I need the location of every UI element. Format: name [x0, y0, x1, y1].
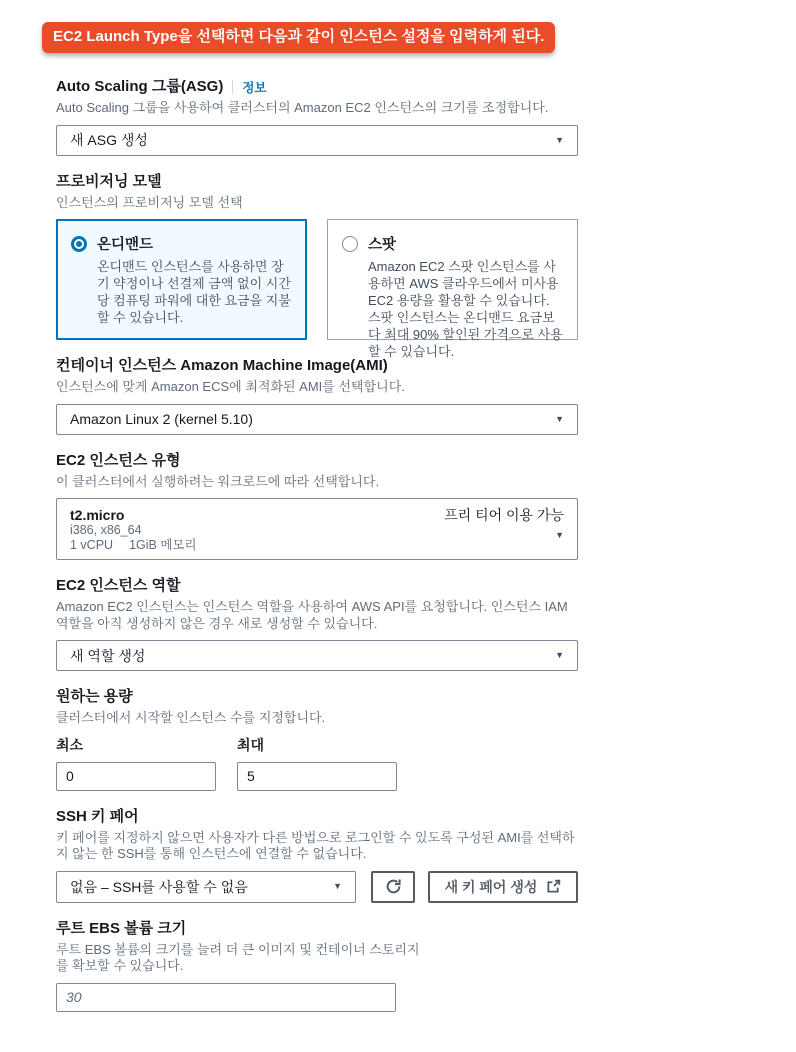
provisioning-description: 인스턴스의 프로비저닝 모델 선택: [56, 194, 243, 210]
instance-type-name: t2.micro: [70, 507, 125, 523]
on-demand-description: 온디맨드 인스턴스를 사용하면 장기 약정이나 선결제 금액 없이 시간당 컴퓨팅 파워에 대한 요금을 지불할 수 있습니다.: [97, 259, 291, 325]
section-ebs-volume: [56, 919, 578, 1012]
radio-unselected-icon[interactable]: [342, 236, 358, 252]
external-link-icon: [546, 879, 561, 894]
asg-title-row: [56, 77, 578, 97]
radio-selected-icon[interactable]: [71, 236, 87, 252]
max-capacity-label: 최대: [237, 736, 265, 753]
ami-select-value: Amazon Linux 2 (kernel 5.10): [70, 411, 253, 427]
capacity-title-row: [56, 687, 578, 707]
ssh-key-pair-select-value: 없음 – SSH를 사용할 수 없음: [70, 878, 248, 895]
instance-type-select[interactable]: [56, 498, 578, 560]
chevron-down-icon: ▼: [555, 650, 564, 660]
ssh-title-row: [56, 807, 578, 827]
instance-type-cpu: 1 vCPU: [70, 538, 114, 552]
role-select-value: 새 역할 생성: [70, 647, 146, 664]
ami-select[interactable]: [56, 404, 578, 435]
ebs-volume-size-input[interactable]: [56, 983, 396, 1012]
asg-select[interactable]: [56, 125, 578, 156]
asg-info-link[interactable]: 정보: [242, 81, 267, 95]
on-demand-label: 온디맨드: [97, 237, 154, 253]
create-key-pair-label: 새 키 페어 생성: [444, 878, 538, 895]
capacity-section-title: 원하는 용량: [56, 688, 133, 705]
instance-type-description: 이 클러스터에서 실행하려는 워크로드에 따라 선택합니다.: [56, 473, 380, 489]
ami-section-title: 컨테이너 인스턴스 Amazon Machine Image(AMI): [56, 357, 388, 374]
instance-type-arch: i386, x86_64: [70, 523, 142, 537]
max-capacity-field: [237, 735, 397, 791]
instance-type-specs: [70, 538, 197, 553]
capacity-inputs-row: [56, 735, 578, 791]
callout-banner: EC2 Launch Type을 선택하면 다음과 같이 인스턴스 설정을 입력하게 된다.: [42, 22, 555, 53]
provisioning-title-row: [56, 172, 578, 192]
spot-label: 스팟: [368, 237, 397, 253]
spot-description: Amazon EC2 스팟 인스턴스를 사용하면 AWS 클라우드에서 미사용 EC2 용량을 활용할 수 있습니다. 스팟 인스턴스는 온디맨드 요금보다 최대 90% 할인된 가격으로 사용할 수 있습니다.: [368, 259, 563, 359]
instance-type-section-title: EC2 인스턴스 유형: [56, 451, 181, 469]
create-key-pair-button[interactable]: [428, 871, 578, 903]
ebs-section-title: 루트 EBS 볼륨 크기: [56, 919, 187, 937]
ssh-controls-row: [56, 871, 578, 903]
provisioning-section-title: 프로비저닝 모델: [56, 172, 162, 190]
section-capacity: [56, 687, 578, 791]
section-ssh-key-pair: [56, 807, 578, 903]
chevron-down-icon: ▼: [333, 881, 342, 891]
asg-select-value: 새 ASG 생성: [70, 132, 148, 148]
role-select[interactable]: [56, 640, 578, 671]
refresh-icon: [385, 878, 402, 895]
section-instance-role: [56, 576, 578, 671]
provisioning-options: [56, 219, 578, 359]
ssh-key-pair-select[interactable]: [56, 871, 356, 903]
spot-option-card[interactable]: [327, 219, 578, 359]
role-description: Amazon EC2 인스턴스는 인스턴스 역할을 사용하여 AWS API를 요청합니다. 인스턴스 IAM 역할을 아직 생성하지 않은 경우 새로 생성할 수 있습니다.: [56, 599, 568, 631]
chevron-down-icon: ▼: [555, 134, 564, 145]
max-capacity-input[interactable]: [237, 762, 397, 791]
ebs-description: 루트 EBS 볼륨의 크기를 늘려 더 큰 이미지 및 컨테이너 스토리지를 확보할 수 있습니다.: [56, 941, 420, 973]
section-provisioning: [56, 172, 578, 359]
role-section-title: EC2 인스턴스 역할: [56, 577, 181, 594]
instance-type-details: [70, 507, 197, 552]
section-instance-type: [56, 451, 578, 561]
instance-type-right: [444, 507, 564, 552]
section-asg: [56, 77, 578, 156]
asg-section-title: Auto Scaling 그룹(ASG): [56, 78, 224, 95]
instance-type-title-row: [56, 451, 578, 471]
title-divider: [232, 80, 233, 94]
chevron-down-icon: ▼: [555, 530, 564, 540]
refresh-button[interactable]: [371, 871, 415, 903]
ssh-description: 키 페어를 지정하지 않으면 사용자가 다른 방법으로 로그인할 수 있도록 구성된 AMI를 선택하지 않는 한 SSH를 통해 인스턴스에 연결할 수 없습니다.: [56, 829, 575, 861]
section-ami: [56, 356, 578, 435]
on-demand-option-card[interactable]: [56, 219, 307, 340]
chevron-down-icon: ▼: [555, 413, 564, 424]
on-demand-card-head: [71, 233, 292, 254]
ebs-title-row: [56, 919, 578, 939]
ec2-launch-config-form: [56, 77, 578, 1012]
ami-description: 인스턴스에 맞게 Amazon ECS에 최적화된 AMI를 선택합니다.: [56, 379, 405, 394]
min-capacity-label: 최소: [56, 736, 84, 753]
asg-description: Auto Scaling 그룹을 사용하여 클러스터의 Amazon EC2 인스턴스의 크기를 조정합니다.: [56, 100, 549, 115]
ssh-section-title: SSH 키 페어: [56, 807, 139, 825]
min-capacity-input[interactable]: [56, 762, 216, 791]
instance-type-memory: 1GiB 메모리: [129, 538, 197, 552]
role-title-row: [56, 576, 578, 596]
min-capacity-field: [56, 735, 216, 791]
free-tier-badge: 프리 티어 이용 가능: [444, 507, 564, 523]
spot-card-head: [342, 233, 563, 254]
capacity-description: 클러스터에서 시작할 인스턴스 수를 지정합니다.: [56, 710, 326, 725]
